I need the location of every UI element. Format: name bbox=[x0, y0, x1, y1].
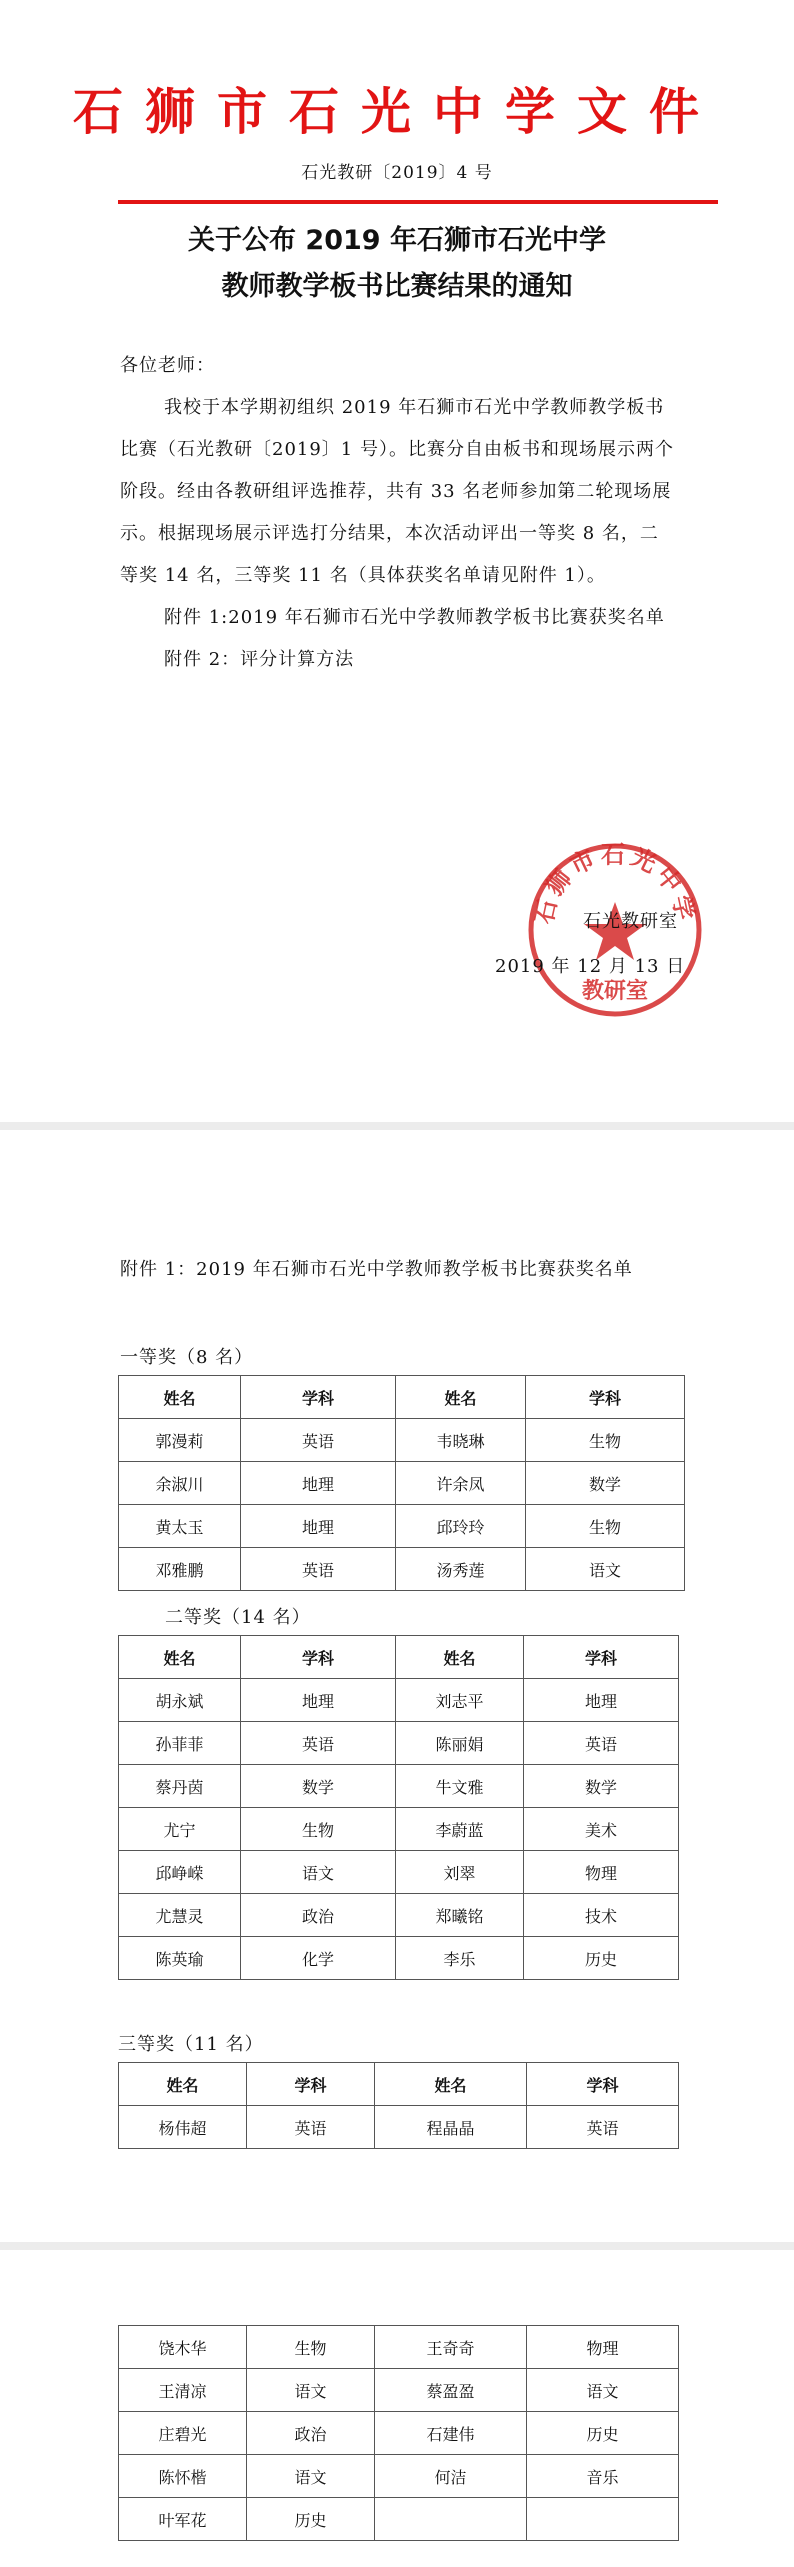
cell: 生物 bbox=[247, 2326, 375, 2369]
header-name: 姓名 bbox=[396, 1636, 524, 1679]
cell: 地理 bbox=[241, 1462, 396, 1505]
cell: 历史 bbox=[524, 1937, 679, 1980]
table-row bbox=[119, 1505, 685, 1548]
third-prize-label: 三等奖（11 名） bbox=[118, 2034, 264, 2055]
cell: 尤慧灵 bbox=[119, 1894, 241, 1937]
notice-title-line-2: 教师教学板书比赛结果的通知 bbox=[221, 271, 573, 302]
cell: 英语 bbox=[241, 1548, 396, 1591]
table-row bbox=[119, 1722, 679, 1765]
header-subject: 学科 bbox=[524, 1636, 679, 1679]
cell: 陈英瑜 bbox=[119, 1937, 241, 1980]
table-header-row bbox=[119, 2063, 679, 2106]
cell: 何洁 bbox=[375, 2455, 527, 2498]
cell: 许余凤 bbox=[396, 1462, 526, 1505]
table-row bbox=[119, 1548, 685, 1591]
stamp-top-text: 石狮市石光中学 bbox=[528, 840, 702, 927]
cell: 郑曦铭 bbox=[396, 1894, 524, 1937]
cell: 蔡盈盈 bbox=[375, 2369, 527, 2412]
table-row bbox=[119, 1419, 685, 1462]
cell: 邓雅鹏 bbox=[119, 1548, 241, 1591]
cell: 语文 bbox=[527, 2369, 679, 2412]
table-row bbox=[119, 1765, 679, 1808]
cell: 陈怀楷 bbox=[119, 2455, 247, 2498]
cell: 李乐 bbox=[396, 1937, 524, 1980]
table-row bbox=[119, 2326, 679, 2369]
table-row bbox=[119, 2369, 679, 2412]
cell bbox=[527, 2498, 679, 2541]
cell: 庄碧光 bbox=[119, 2412, 247, 2455]
cell: 陈丽娟 bbox=[396, 1722, 524, 1765]
first-prize-label: 一等奖（8 名） bbox=[120, 1347, 254, 1368]
cell: 王奇奇 bbox=[375, 2326, 527, 2369]
cell: 刘翠 bbox=[396, 1851, 524, 1894]
table-row bbox=[119, 1937, 679, 1980]
cell: 语文 bbox=[247, 2455, 375, 2498]
cell: 黄太玉 bbox=[119, 1505, 241, 1548]
cell: 邱峥嵘 bbox=[119, 1851, 241, 1894]
cell: 英语 bbox=[241, 1419, 396, 1462]
cell: 政治 bbox=[241, 1894, 396, 1937]
cell: 刘志平 bbox=[396, 1679, 524, 1722]
cell: 技术 bbox=[524, 1894, 679, 1937]
table-row bbox=[119, 2412, 679, 2455]
header-subject: 学科 bbox=[241, 1636, 396, 1679]
cell: 数学 bbox=[524, 1765, 679, 1808]
third-prize-table bbox=[118, 2062, 679, 2149]
cell: 王清凉 bbox=[119, 2369, 247, 2412]
cell: 石建伟 bbox=[375, 2412, 527, 2455]
document-header-title: 石狮市石光中学文件 bbox=[73, 82, 721, 141]
cell: 历史 bbox=[247, 2498, 375, 2541]
cell: 余淑川 bbox=[119, 1462, 241, 1505]
cell: 语文 bbox=[247, 2369, 375, 2412]
cell: 美术 bbox=[524, 1808, 679, 1851]
cell: 英语 bbox=[527, 2106, 679, 2149]
cell: 李蔚蓝 bbox=[396, 1808, 524, 1851]
notice-title bbox=[0, 218, 794, 310]
cell: 汤秀莲 bbox=[396, 1548, 526, 1591]
cell: 尤宁 bbox=[119, 1808, 241, 1851]
second-prize-label: 二等奖（14 名） bbox=[165, 1607, 311, 1628]
table-row bbox=[119, 1462, 685, 1505]
cell: 饶木华 bbox=[119, 2326, 247, 2369]
notice-paragraph: 我校于本学期初组织 2019 年石狮市石光中学教师教学板书比赛（石光教研〔2019〕1 号）。比赛分自由板书和现场展示两个阶段。经由各教研组评选推荐，共有 33 名老师参加第二轮现场展示。根据现场展示评选打分结果，本次活动评出一等奖 8 名，二等奖 14 名，三等奖 11 名（具体获奖名单请见附件 1）。 bbox=[120, 397, 674, 586]
cell: 叶军花 bbox=[119, 2498, 247, 2541]
header-subject: 学科 bbox=[247, 2063, 375, 2106]
table-row bbox=[119, 1808, 679, 1851]
salutation: 各位老师： bbox=[120, 355, 215, 376]
cell: 地理 bbox=[241, 1679, 396, 1722]
document-number: 石光教研〔2019〕4 号 bbox=[301, 163, 493, 183]
header-subject: 学科 bbox=[527, 2063, 679, 2106]
cell: 英语 bbox=[247, 2106, 375, 2149]
table-header-row bbox=[119, 1636, 679, 1679]
notice-title-line-1: 关于公布 2019 年石狮市石光中学 bbox=[188, 225, 606, 256]
cell: 牛文雅 bbox=[396, 1765, 524, 1808]
header-subject: 学科 bbox=[241, 1376, 396, 1419]
cell: 音乐 bbox=[527, 2455, 679, 2498]
cell: 化学 bbox=[241, 1937, 396, 1980]
cell: 程晶晶 bbox=[375, 2106, 527, 2149]
table-row bbox=[119, 1679, 679, 1722]
attachment-title: 附件 1：2019 年石狮市石光中学教师教学板书比赛获奖名单 bbox=[120, 1259, 633, 1280]
cell: 韦晓琳 bbox=[396, 1419, 526, 1462]
attachment-page-continued bbox=[0, 2250, 794, 2567]
header-name: 姓名 bbox=[119, 1636, 241, 1679]
table-header-row bbox=[119, 1376, 685, 1419]
cell bbox=[375, 2498, 527, 2541]
table-row bbox=[119, 1851, 679, 1894]
second-prize-table bbox=[118, 1635, 679, 1980]
header-name: 姓名 bbox=[119, 2063, 247, 2106]
signing-date: 2019 年 12 月 13 日 bbox=[495, 956, 686, 977]
cell: 郭漫莉 bbox=[119, 1419, 241, 1462]
signing-organization: 石光教研室 bbox=[583, 911, 678, 932]
header-name: 姓名 bbox=[119, 1376, 241, 1419]
red-divider bbox=[118, 200, 718, 204]
cell: 蔡丹茵 bbox=[119, 1765, 241, 1808]
notice-body bbox=[120, 345, 676, 681]
cell: 生物 bbox=[526, 1419, 685, 1462]
cell: 英语 bbox=[241, 1722, 396, 1765]
cell: 物理 bbox=[527, 2326, 679, 2369]
header-subject: 学科 bbox=[526, 1376, 685, 1419]
cell: 生物 bbox=[526, 1505, 685, 1548]
first-prize-table bbox=[118, 1375, 685, 1591]
cell: 物理 bbox=[524, 1851, 679, 1894]
table-row bbox=[119, 2498, 679, 2541]
cell: 地理 bbox=[241, 1505, 396, 1548]
cell: 数学 bbox=[526, 1462, 685, 1505]
cell: 生物 bbox=[241, 1808, 396, 1851]
cell: 胡永斌 bbox=[119, 1679, 241, 1722]
attachment-1-reference: 附件 1:2019 年石狮市石光中学教师教学板书比赛获奖名单 bbox=[164, 607, 665, 628]
stamp-bottom-text: 教研室 bbox=[581, 978, 649, 1004]
third-prize-table-continued bbox=[118, 2325, 679, 2541]
cell: 历史 bbox=[527, 2412, 679, 2455]
cell: 语文 bbox=[526, 1548, 685, 1591]
header-name: 姓名 bbox=[396, 1376, 526, 1419]
table-row bbox=[119, 1894, 679, 1937]
header-name: 姓名 bbox=[375, 2063, 527, 2106]
cell: 地理 bbox=[524, 1679, 679, 1722]
table-row bbox=[119, 2455, 679, 2498]
cell: 杨伟超 bbox=[119, 2106, 247, 2149]
cell: 孙菲菲 bbox=[119, 1722, 241, 1765]
table-row bbox=[119, 2106, 679, 2149]
attachment-page bbox=[0, 1130, 794, 2242]
cell: 邱玲玲 bbox=[396, 1505, 526, 1548]
cell: 数学 bbox=[241, 1765, 396, 1808]
cell: 政治 bbox=[247, 2412, 375, 2455]
cell: 语文 bbox=[241, 1851, 396, 1894]
cell: 英语 bbox=[524, 1722, 679, 1765]
attachment-2-reference: 附件 2：评分计算方法 bbox=[164, 649, 355, 670]
notice-page bbox=[0, 0, 794, 1122]
